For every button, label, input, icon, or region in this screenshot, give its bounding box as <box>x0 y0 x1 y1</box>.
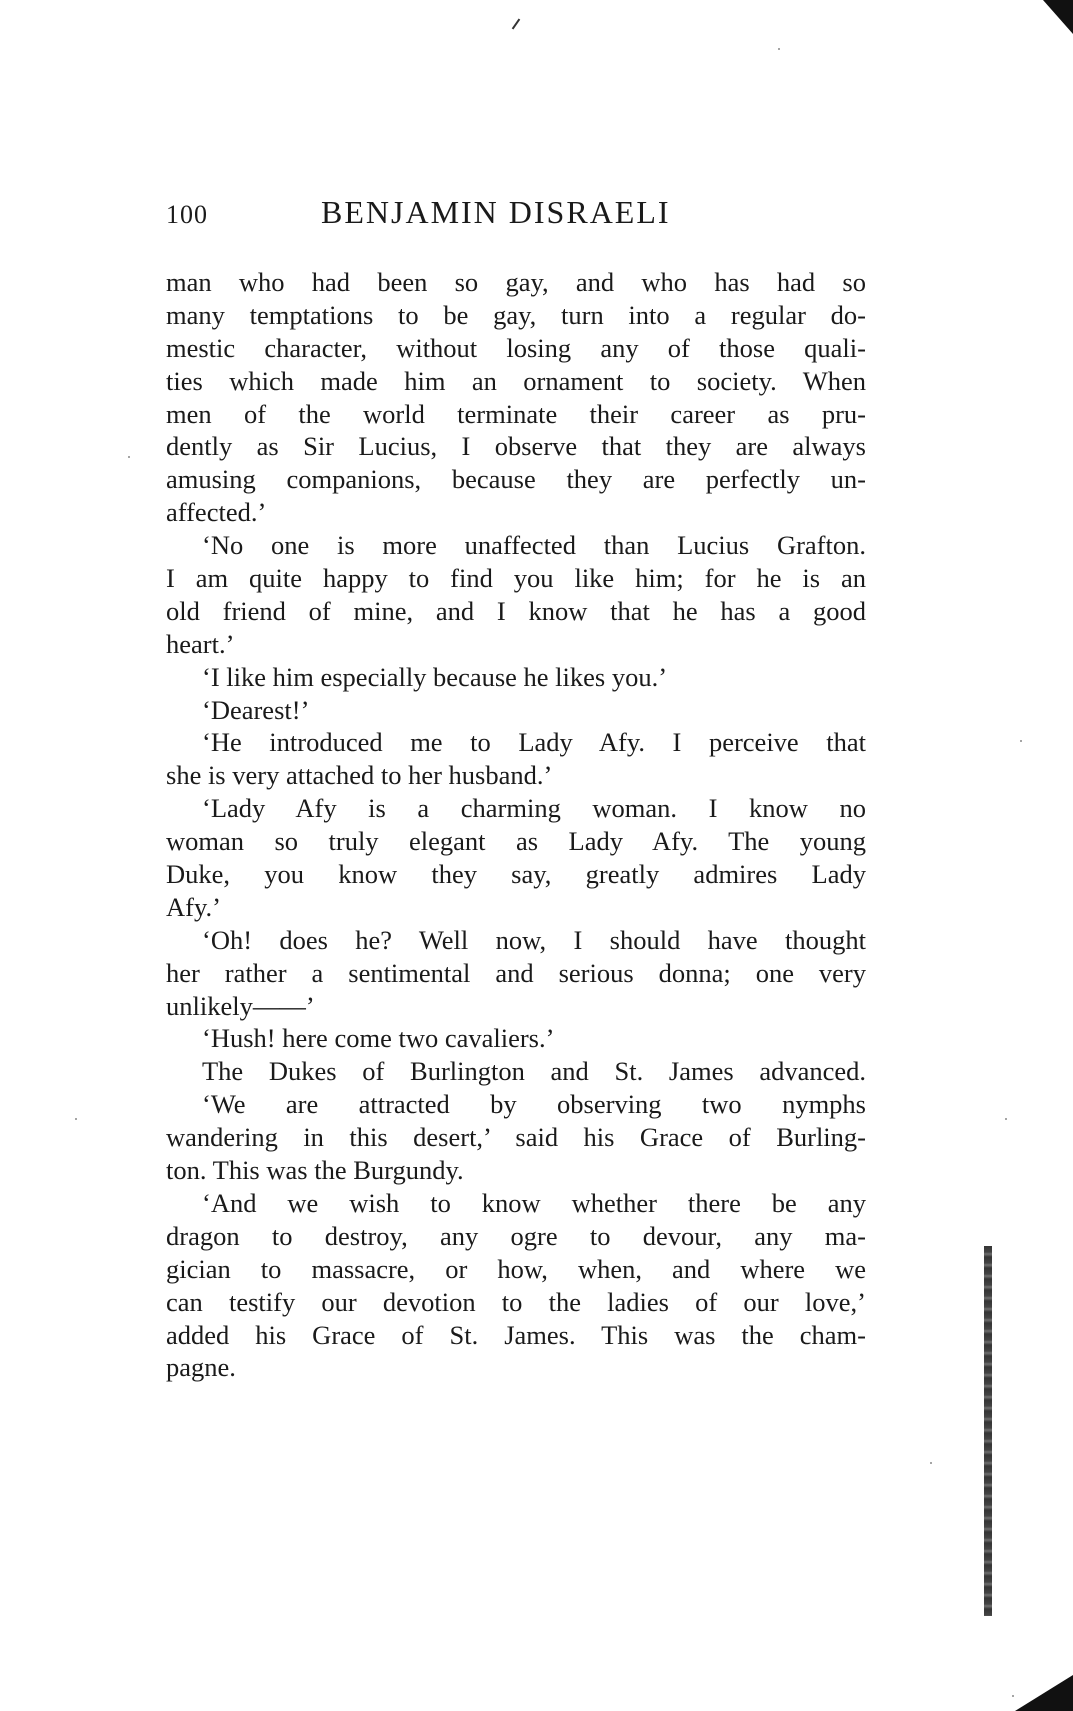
running-title: BENJAMIN DISRAELI <box>321 194 671 230</box>
text-line: heart.’ <box>166 628 235 659</box>
page-header <box>166 194 866 238</box>
page-number: 100 <box>166 200 208 229</box>
text-line: ‘Hush! here come two cavaliers.’ <box>202 1023 555 1054</box>
text-line: ‘No one is more unaffected than Lucius Grafton. <box>202 530 866 561</box>
text-line: ton. This was the Burgundy. <box>166 1155 464 1186</box>
text-line: dently as Sir Lucius, I observe that they are always <box>166 431 866 462</box>
scan-mark-edge-shadow <box>984 1246 992 1616</box>
text-line: ‘Dearest!’ <box>202 694 310 725</box>
text-line: she is very attached to her husband.’ <box>166 760 553 791</box>
text-line: mestic character, without losing any of those quali- <box>166 332 866 363</box>
scan-mark-corner-bottom <box>1015 1675 1073 1711</box>
scan-mark-tick <box>512 19 521 30</box>
text-line: unlikely——’ <box>166 990 315 1021</box>
text-line: The Dukes of Burlington and St. James advanced. <box>202 1056 866 1087</box>
text-line: can testify our devotion to the ladies of our love,’ <box>166 1286 866 1317</box>
scan-speck <box>128 456 130 458</box>
text-line: man who had been so gay, and who has had so <box>166 267 866 297</box>
scan-speck <box>1012 1695 1014 1697</box>
text-line: ‘Oh! does he? Well now, I should have thought <box>202 924 866 955</box>
scan-speck <box>930 1462 932 1464</box>
text-line: I am quite happy to find you like him; for he is an <box>166 563 866 594</box>
text-line: ‘He introduced me to Lady Afy. I perceive that <box>202 727 866 758</box>
scan-speck <box>1005 1118 1007 1120</box>
body-text <box>166 266 866 1384</box>
text-line: many temptations to be gay, turn into a regular do- <box>166 299 866 330</box>
text-line: Duke, you know they say, greatly admires Lady <box>166 859 866 890</box>
text-line: wandering in this desert,’ said his Grace of Burling- <box>166 1122 866 1153</box>
text-line: ‘Lady Afy is a charming woman. I know no <box>202 793 866 824</box>
scan-mark-corner-top <box>1043 0 1073 34</box>
text-line: dragon to destroy, any ogre to devour, any ma- <box>166 1220 866 1251</box>
text-line: Afy.’ <box>166 891 221 922</box>
text-line: men of the world terminate their career as pru- <box>166 398 866 429</box>
text-line: her rather a sentimental and serious donna; one very <box>166 957 866 988</box>
text-line: added his Grace of St. James. This was the cham- <box>166 1319 866 1350</box>
scan-speck <box>75 1118 77 1120</box>
text-line: ties which made him an ornament to society. When <box>166 365 866 396</box>
text-line: woman so truly elegant as Lady Afy. The young <box>166 826 866 857</box>
text-line: ‘And we wish to know whether there be any <box>202 1187 866 1218</box>
text-line: amusing companions, because they are perfectly un- <box>166 464 866 495</box>
text-line: ‘I like him especially because he likes you.’ <box>202 661 668 692</box>
text-line: ‘We are attracted by observing two nymphs <box>202 1089 866 1120</box>
text-line: pagne. <box>166 1352 236 1383</box>
text-line: affected.’ <box>166 497 267 528</box>
scan-speck <box>1020 740 1022 742</box>
text-line: gician to massacre, or how, when, and where we <box>166 1253 866 1284</box>
text-line: old friend of mine, and I know that he has a good <box>166 595 866 626</box>
scan-speck <box>778 48 780 50</box>
